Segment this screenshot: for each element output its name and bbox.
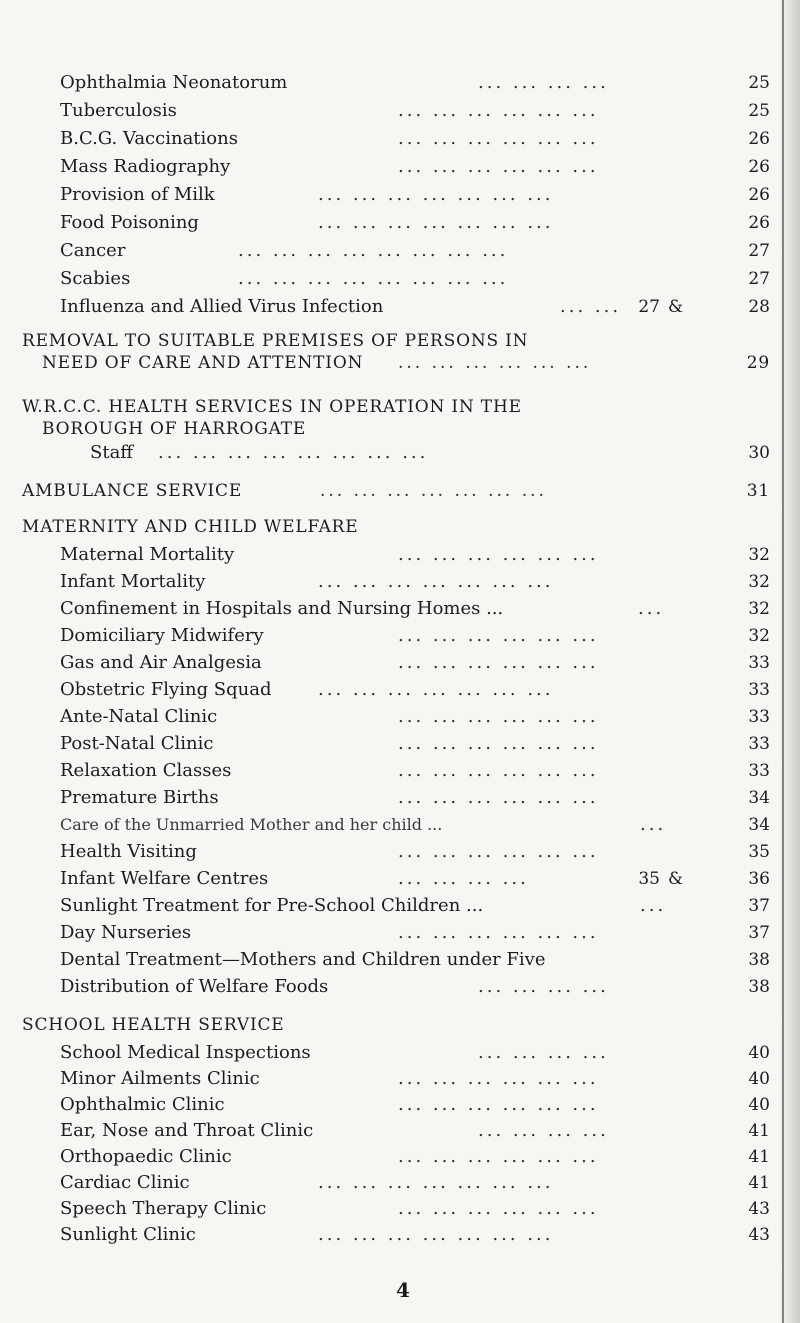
- leader-dots: ... ... ... ... ... ...: [398, 733, 599, 754]
- leader-dots: ... ... ... ... ... ... ...: [318, 571, 554, 592]
- entry-label: Orthopaedic Clinic: [60, 1146, 232, 1167]
- entry-label: Influenza and Allied Virus Infection: [60, 296, 384, 317]
- entry-label: Minor Ailments Clinic: [60, 1068, 260, 1089]
- entry-page: 34: [748, 788, 770, 808]
- heading-line: NEED OF CARE AND ATTENTION: [42, 353, 364, 373]
- entry-label: Ante-Natal Clinic: [60, 706, 218, 727]
- toc-entry: [0, 208, 800, 238]
- entry-label: Ear, Nose and Throat Clinic: [60, 1120, 314, 1141]
- toc-entry: [0, 810, 800, 840]
- entry-label: Provision of Milk: [60, 184, 215, 205]
- entry-page: 32: [748, 572, 770, 592]
- entry-label: B.C.G. Vaccinations: [60, 128, 238, 149]
- leader-dots: ... ... ... ... ... ...: [398, 706, 599, 727]
- entry-label: Sunlight Clinic: [60, 1224, 196, 1245]
- entry-page: 27: [748, 269, 770, 289]
- leader-dots: ... ... ... ...: [478, 1042, 609, 1063]
- toc-entry: [0, 96, 800, 126]
- toc-entry: [0, 438, 800, 468]
- entry-page-start: 35: [638, 869, 660, 889]
- leader-dots: ... ... ... ...: [478, 72, 609, 93]
- entry-label: Health Visiting: [60, 841, 197, 862]
- heading-line: BOROUGH OF HARROGATE: [42, 419, 307, 439]
- entry-page: 41: [748, 1173, 770, 1193]
- entry-page: 26: [748, 129, 770, 149]
- entry-page: 26: [748, 185, 770, 205]
- leader-dots: ... ... ... ... ... ... ...: [320, 481, 547, 501]
- entry-page: 32: [748, 545, 770, 565]
- leader-dots: ... ... ... ... ... ...: [398, 1198, 599, 1219]
- entry-label: Cancer: [60, 240, 126, 261]
- toc-entry: [0, 756, 800, 786]
- toc-entry: [0, 648, 800, 678]
- toc-entry: [0, 864, 800, 894]
- entry-page: 33: [748, 761, 770, 781]
- leader-dots: ... ... ... ... ... ...: [398, 922, 599, 943]
- leader-dots: ... ... ... ... ... ...: [398, 1068, 599, 1089]
- entry-page: 37: [748, 923, 770, 943]
- leader-dots: ... ... ... ...: [478, 1120, 609, 1141]
- entry-label: School Medical Inspections: [60, 1042, 311, 1063]
- toc-entry: [0, 945, 800, 975]
- entry-page: 35: [748, 842, 770, 862]
- leader-dots: ... ... ... ... ... ...: [398, 353, 592, 373]
- toc-entry: [0, 567, 800, 597]
- leader-dots: ...: [638, 598, 665, 619]
- entry-label: Cardiac Clinic: [60, 1172, 190, 1193]
- leader-dots: ... ... ... ... ... ...: [398, 1094, 599, 1115]
- leader-dots: ... ... ... ... ... ... ... ...: [238, 240, 509, 261]
- entry-label: Confinement in Hospitals and Nursing Homes ...: [60, 598, 504, 619]
- leader-dots: ... ... ... ... ... ... ... ...: [238, 268, 509, 289]
- entry-page-end: 36: [748, 869, 770, 889]
- entry-label: Sunlight Treatment for Pre-School Children ...: [60, 895, 484, 916]
- entry-page-ampersand: &: [668, 869, 684, 889]
- entry-label: Ophthalmia Neonatorum: [60, 72, 288, 93]
- entry-page: 26: [748, 157, 770, 177]
- leader-dots: ... ... ... ... ... ...: [398, 625, 599, 646]
- heading-line: SCHOOL HEALTH SERVICE: [22, 1015, 285, 1035]
- leader-dots: ... ... ... ... ... ... ...: [318, 679, 554, 700]
- leader-dots: ... ... ... ... ... ...: [398, 156, 599, 177]
- entry-label: Relaxation Classes: [60, 760, 232, 781]
- heading-line: REMOVAL TO SUITABLE PREMISES OF PERSONS IN: [22, 331, 529, 351]
- entry-page-start: 27: [638, 297, 660, 317]
- entry-page: 34: [748, 815, 770, 835]
- entry-page: 27: [748, 241, 770, 261]
- entry-page: 32: [748, 599, 770, 619]
- entry-label: Maternal Mortality: [60, 544, 235, 565]
- leader-dots: ... ... ... ... ... ... ...: [318, 184, 554, 205]
- section-heading: [0, 348, 800, 378]
- entry-page-end: 28: [748, 297, 770, 317]
- leader-dots: ... ...: [560, 296, 622, 317]
- toc-entry: [0, 702, 800, 732]
- heading-line: W.R.C.C. HEALTH SERVICES IN OPERATION IN THE: [22, 397, 522, 417]
- leader-dots: ... ... ... ... ... ...: [398, 760, 599, 781]
- section-heading: [0, 476, 800, 506]
- leader-dots: ... ... ... ...: [398, 868, 529, 889]
- section-heading: [0, 1010, 800, 1040]
- leader-dots: ... ... ... ... ... ...: [398, 787, 599, 808]
- entry-page: 38: [748, 977, 770, 997]
- entry-label: Post-Natal Clinic: [60, 733, 214, 754]
- leader-dots: ... ... ... ... ... ...: [398, 1146, 599, 1167]
- entry-page: 38: [748, 950, 770, 970]
- heading-line: MATERNITY AND CHILD WELFARE: [22, 517, 359, 537]
- leader-dots: ...: [640, 814, 667, 835]
- entry-page: 33: [748, 734, 770, 754]
- toc-entry: [0, 152, 800, 182]
- entry-label: Infant Mortality: [60, 571, 206, 592]
- leader-dots: ... ... ... ...: [478, 976, 609, 997]
- leader-dots: ...: [640, 895, 667, 916]
- toc-entry: [0, 783, 800, 813]
- toc-entry: [0, 837, 800, 867]
- entry-label: Speech Therapy Clinic: [60, 1198, 267, 1219]
- entry-page: 41: [748, 1121, 770, 1141]
- entry-page: 33: [748, 653, 770, 673]
- toc-entry: [0, 972, 800, 1002]
- entry-label: Gas and Air Analgesia: [60, 652, 262, 673]
- entry-page: 30: [748, 443, 770, 463]
- entry-page: 43: [748, 1199, 770, 1219]
- entry-label: Tuberculosis: [60, 100, 177, 121]
- entry-page: 33: [748, 680, 770, 700]
- entry-page: 40: [748, 1095, 770, 1115]
- entry-label: Obstetric Flying Squad: [60, 679, 272, 700]
- entry-page-ampersand: &: [668, 297, 684, 317]
- entry-page: 33: [748, 707, 770, 727]
- toc-entry: [0, 675, 800, 705]
- entry-page: 43: [748, 1225, 770, 1245]
- entry-label: Scabies: [60, 268, 131, 289]
- entry-page: 25: [748, 101, 770, 121]
- entry-page: 32: [748, 626, 770, 646]
- page-number: 4: [396, 1278, 410, 1302]
- toc-entry: [0, 540, 800, 570]
- toc-entry: [0, 594, 800, 624]
- toc-entry: [0, 180, 800, 210]
- toc-entry: [0, 236, 800, 266]
- entry-page: 41: [748, 1147, 770, 1167]
- entry-page: 40: [748, 1069, 770, 1089]
- entry-label: Staff: [90, 442, 134, 463]
- toc-entry: [0, 621, 800, 651]
- leader-dots: ... ... ... ... ... ... ...: [318, 212, 554, 233]
- entry-page: 25: [748, 73, 770, 93]
- leader-dots: ... ... ... ... ... ...: [398, 100, 599, 121]
- toc-entry: [0, 918, 800, 948]
- entry-label: Infant Welfare Centres: [60, 868, 269, 889]
- toc-entry: [0, 68, 800, 98]
- entry-page: 31: [746, 481, 770, 501]
- entry-label: Ophthalmic Clinic: [60, 1094, 225, 1115]
- toc-entry: [0, 891, 800, 921]
- entry-page: 37: [748, 896, 770, 916]
- leader-dots: ... ... ... ... ... ... ...: [318, 1172, 554, 1193]
- entry-label: Dental Treatment—Mothers and Children under Five: [60, 949, 546, 970]
- heading-line: AMBULANCE SERVICE: [22, 481, 243, 501]
- toc-entry: [0, 124, 800, 154]
- entry-label: Distribution of Welfare Foods: [60, 976, 329, 997]
- section-heading: [0, 512, 800, 542]
- leader-dots: ... ... ... ... ... ... ...: [318, 1224, 554, 1245]
- toc-entry: [0, 729, 800, 759]
- entry-label: Day Nurseries: [60, 922, 192, 943]
- entry-label: Domiciliary Midwifery: [60, 625, 264, 646]
- leader-dots: ... ... ... ... ... ... ... ...: [158, 442, 429, 463]
- toc-entry: [0, 292, 800, 322]
- entry-label: Food Poisoning: [60, 212, 199, 233]
- leader-dots: ... ... ... ... ... ...: [398, 841, 599, 862]
- entry-page: 29: [746, 353, 770, 373]
- entry-label: Mass Radiography: [60, 156, 231, 177]
- leader-dots: ... ... ... ... ... ...: [398, 544, 599, 565]
- entry-label: Care of the Unmarried Mother and her child ...: [60, 815, 443, 834]
- leader-dots: ... ... ... ... ... ...: [398, 652, 599, 673]
- toc-entry: [0, 1220, 800, 1250]
- entry-page: 26: [748, 213, 770, 233]
- entry-label: Premature Births: [60, 787, 219, 808]
- entry-page: 40: [748, 1043, 770, 1063]
- toc-entry: [0, 264, 800, 294]
- leader-dots: ... ... ... ... ... ...: [398, 128, 599, 149]
